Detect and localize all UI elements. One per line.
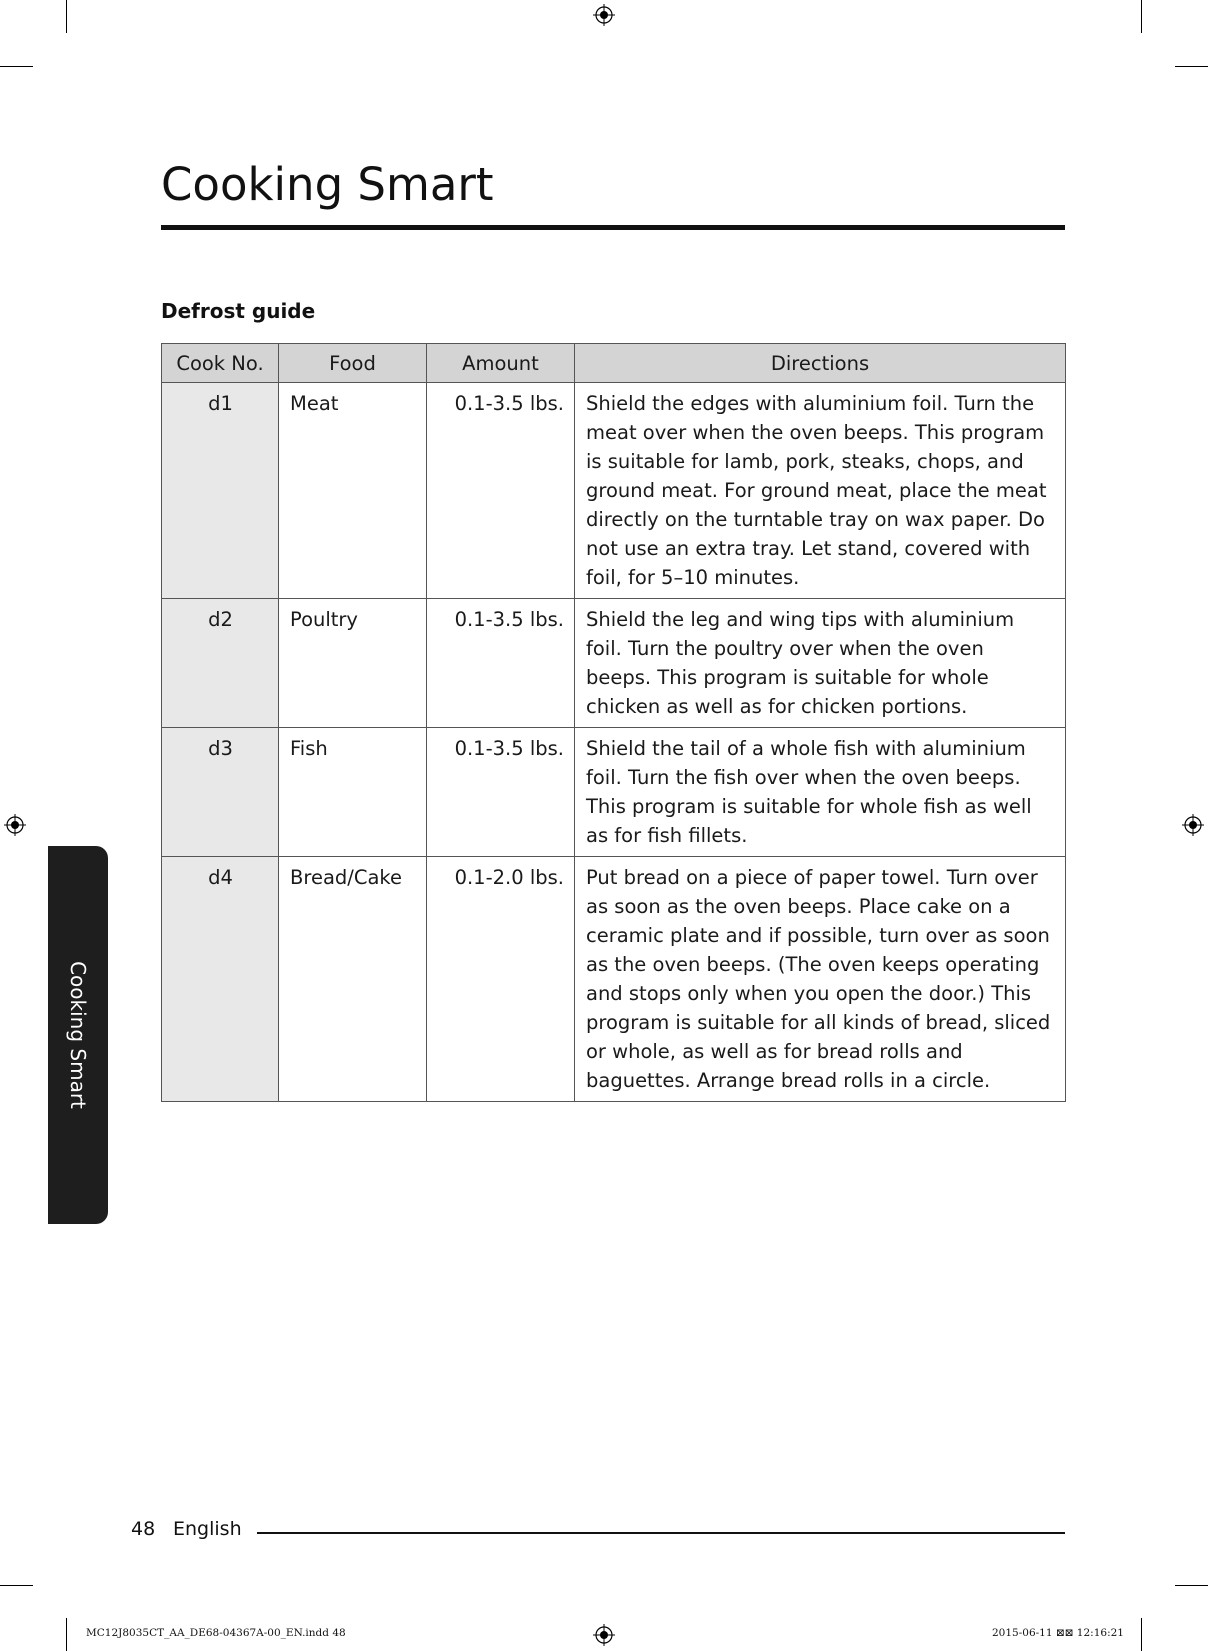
print-slug-file: MC12J8035CT_AA_DE68-04367A-00_EN.indd 48 <box>86 1627 346 1639</box>
cell-amount: 0.1-2.0 lbs. <box>427 857 575 1102</box>
page-number: 48 <box>131 1518 156 1540</box>
defrost-guide-table <box>161 343 1066 1102</box>
crop-mark <box>66 0 67 33</box>
table-row <box>162 728 1066 857</box>
cell-food: Fish <box>279 728 427 857</box>
cell-amount: 0.1-3.5 lbs. <box>427 383 575 599</box>
registration-mark-icon <box>4 814 26 836</box>
cell-directions: Put bread on a piece of paper towel. Turn over as soon as the oven beeps. Place cake on a ceramic plate and if possible, turn over as soon as the oven beeps. (The oven keeps operating and stops only when you open the door.) This program is suitable for all kinds of bread, sliced or whole, as well as for bread rolls and baguettes. Arrange bread rolls in a circle. <box>575 857 1066 1102</box>
footer-language: English <box>173 1518 242 1540</box>
cell-cook-no: d1 <box>162 383 279 599</box>
registration-mark-icon <box>593 4 615 26</box>
registration-mark-icon <box>1182 814 1204 836</box>
registration-mark-icon <box>593 1624 615 1646</box>
crop-mark <box>1141 1618 1142 1651</box>
section-title: Defrost guide <box>161 299 316 323</box>
table-row <box>162 599 1066 728</box>
cell-directions: Shield the tail of a whole fish with aluminium foil. Turn the fish over when the oven beeps. This program is suitable for whole fish as well as for fish fillets. <box>575 728 1066 857</box>
crop-mark <box>1175 66 1208 67</box>
chapter-side-tab-label: Cooking Smart <box>66 961 90 1109</box>
cell-food: Poultry <box>279 599 427 728</box>
crop-mark <box>0 1585 33 1586</box>
cell-directions: Shield the edges with aluminium foil. Turn the meat over when the oven beeps. This program is suitable for lamb, pork, steaks, chops, and ground meat. For ground meat, place the meat directly on the turntable tray on wax paper. Do not use an extra tray. Let stand, covered with foil, for 5–10 minutes. <box>575 383 1066 599</box>
footer-rule <box>257 1532 1065 1534</box>
crop-mark <box>0 66 33 67</box>
cell-amount: 0.1-3.5 lbs. <box>427 728 575 857</box>
title-rule <box>161 225 1065 230</box>
cell-food: Bread/Cake <box>279 857 427 1102</box>
header-directions: Directions <box>575 344 1066 383</box>
header-cook-no: Cook No. <box>162 344 279 383</box>
cell-cook-no: d3 <box>162 728 279 857</box>
cell-directions: Shield the leg and wing tips with aluminium foil. Turn the poultry over when the oven beeps. This program is suitable for whole chicken as well as for chicken portions. <box>575 599 1066 728</box>
page-title: Cooking Smart <box>161 158 494 211</box>
header-amount: Amount <box>427 344 575 383</box>
crop-mark <box>1175 1585 1208 1586</box>
chapter-side-tab <box>48 846 108 1224</box>
cell-cook-no: d2 <box>162 599 279 728</box>
table-row <box>162 383 1066 599</box>
cell-amount: 0.1-3.5 lbs. <box>427 599 575 728</box>
table-header-row <box>162 344 1066 383</box>
table-row <box>162 857 1066 1102</box>
cell-cook-no: d4 <box>162 857 279 1102</box>
print-slug-timestamp: 2015-06-11 ⊠⊠ 12:16:21 <box>992 1627 1124 1639</box>
crop-mark <box>66 1618 67 1651</box>
crop-mark <box>1141 0 1142 33</box>
cell-food: Meat <box>279 383 427 599</box>
header-food: Food <box>279 344 427 383</box>
